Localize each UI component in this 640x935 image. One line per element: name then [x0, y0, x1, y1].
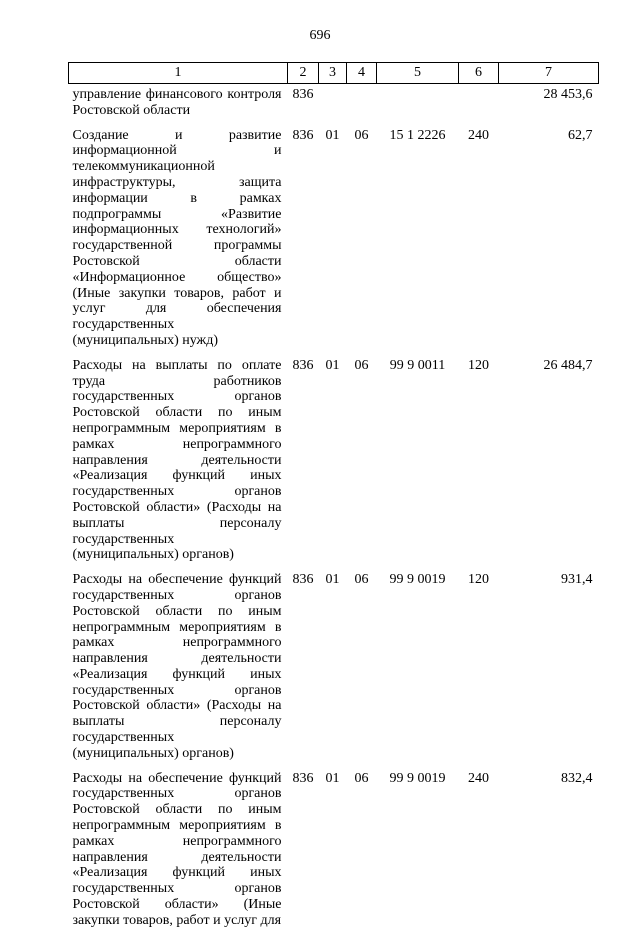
table-row — [69, 125, 599, 355]
row-code-2: 836 — [292, 357, 314, 373]
row-description: Создание и развитие информационной и телекоммуникационной инфраструктуры, защита информации в рамках подпрограммы «Развитие информационных технологий» государственной программы Ростовской области «Информационное общество» (Иные закупки товаров, работ и услуг для обеспечения государственных (муниципальных) нужд) — [72, 127, 282, 348]
row-code-2: 836 — [292, 87, 314, 102]
column-header: 5 — [377, 63, 459, 84]
row-code-6: 240 — [468, 770, 489, 786]
row-code-4: 06 — [354, 770, 369, 786]
row-code-3: 01 — [325, 572, 340, 588]
row-amount: 62,7 — [568, 127, 593, 143]
row-code-5: 15 1 2226 — [389, 127, 446, 143]
row-code-3: 01 — [325, 770, 340, 786]
budget-table — [68, 62, 599, 935]
column-header: 1 — [69, 63, 288, 84]
row-code-4: 06 — [354, 127, 369, 143]
row-code-2: 836 — [292, 770, 314, 786]
row-description: управление финансового контроля Ростовской области — [72, 87, 282, 118]
row-code-5: 99 9 0011 — [389, 357, 446, 373]
row-code-6: 120 — [468, 357, 489, 373]
row-code-4: 06 — [354, 357, 369, 373]
row-code-2: 836 — [292, 127, 314, 143]
row-code-2: 836 — [292, 572, 314, 588]
column-header: 6 — [459, 63, 499, 84]
row-code-3 — [319, 84, 347, 125]
row-code-4: 06 — [354, 572, 369, 588]
page-number: 696 — [309, 28, 331, 43]
row-code-5: 99 9 0019 — [389, 572, 446, 588]
row-code-6: 240 — [468, 127, 489, 143]
row-amount: 931,4 — [561, 572, 593, 588]
table-row — [69, 84, 599, 125]
row-code-4 — [347, 84, 377, 125]
row-description: Расходы на обеспечение функций государственных органов Ростовской области по иным непрограммным мероприятиям в рамках непрограммного направления деятельности «Реализация функций иных государственных органов Ростовской области» (Расходы на выплаты персоналу государственных (муниципальных) органов) — [72, 572, 282, 761]
table-row — [69, 569, 599, 768]
row-code-6 — [459, 84, 499, 125]
table-header-row — [69, 63, 599, 84]
table-row — [69, 768, 599, 935]
row-amount: 832,4 — [561, 770, 593, 786]
row-amount: 28 453,6 — [543, 87, 593, 102]
row-description: Расходы на выплаты по оплате труда работников государственных органов Ростовской области по иным непрограммным мероприятиям в рамках непрограммного направления деятельности «Реализация функций иных государственных органов Ростовской области» (Расходы на выплаты персоналу государственных (муниципальных) органов) — [72, 357, 282, 563]
column-header: 2 — [288, 63, 319, 84]
row-code-6: 120 — [468, 572, 489, 588]
column-header: 4 — [347, 63, 377, 84]
row-code-5 — [377, 84, 459, 125]
row-description: Расходы на обеспечение функций государственных органов Ростовской области по иным непрограммным мероприятиям в рамках непрограммного направления деятельности «Реализация функций иных государственных органов Ростовской области» (Иные закупки товаров, работ и услуг для — [72, 770, 282, 928]
row-code-3: 01 — [325, 127, 340, 143]
column-header: 7 — [499, 63, 599, 84]
row-amount: 26 484,7 — [543, 357, 593, 373]
row-code-5: 99 9 0019 — [389, 770, 446, 786]
table-row — [69, 355, 599, 569]
row-code-3: 01 — [325, 357, 340, 373]
column-header: 3 — [319, 63, 347, 84]
